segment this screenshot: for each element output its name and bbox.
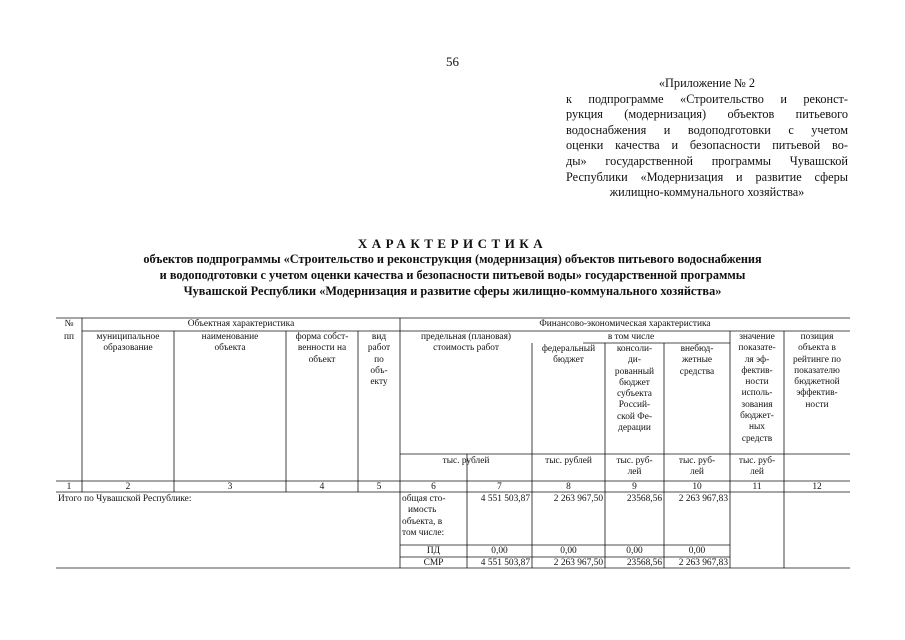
header-federal (532, 344, 605, 367)
column-number: 11 (752, 482, 762, 492)
header-text: бюджетной (794, 377, 840, 388)
header-municipality (82, 332, 174, 355)
column-number: 5 (376, 482, 382, 492)
header-text: муниципальное (96, 332, 160, 342)
header-text: средства (679, 366, 715, 377)
header-efficiency (730, 332, 784, 445)
column-number: 1 (66, 482, 72, 492)
table-cell: 4 551 503,87 (480, 494, 530, 504)
header-text: показателю (794, 365, 840, 376)
table-cell: 2 263 967,50 (553, 558, 603, 568)
header-text: значение (739, 332, 775, 342)
row-label-text: объекта, в (402, 516, 443, 527)
row-label-text: том числе: (402, 527, 445, 538)
page-number: 56 (446, 54, 459, 69)
header-consolidated (605, 344, 664, 434)
header-text: эффектив- (796, 388, 838, 399)
unit-text: тыс. руб- (738, 456, 776, 466)
header-text: ской Фе- (617, 411, 652, 422)
header-text: зования (741, 399, 773, 410)
header-text: работ (367, 343, 391, 354)
unit-text: тыс. руб- (678, 456, 716, 466)
unit-label (730, 456, 784, 479)
header-text: объекта (214, 343, 246, 354)
header-object-group: Объектная характеристика (187, 319, 295, 329)
header-planned-cost (400, 332, 532, 355)
appendix-line: к подпрограмме «Строительство и реконст- (566, 91, 848, 106)
row-label-smr: СМР (423, 558, 444, 568)
unit-label (664, 456, 730, 479)
table-cell: 0,00 (560, 546, 577, 556)
appendix-title: «Приложение № 2 (658, 76, 756, 90)
document-subtitle: и водоподготовки с учетом оценки качества и безопасности питьевой воды» государственной программы (159, 268, 746, 282)
appendix-line: водоснабжения и водоподготовки с учетом (566, 122, 848, 137)
document-subtitle: Чувашской Республики «Модернизация и развитие сферы жилищно-коммунального хозяйства» (183, 284, 722, 298)
unit-label (605, 456, 664, 479)
appendix-line: оценки качества и безопасности питьевой во- (566, 138, 848, 153)
header-object-name (174, 332, 286, 355)
header-text: бюджет (619, 377, 650, 388)
column-number: 10 (692, 482, 702, 492)
table-cell: 4 551 503,87 (480, 558, 530, 568)
document-subtitle: объектов подпрограммы «Строительство и реконструкция (модернизация) объектов питьевого водоснабжения (143, 252, 762, 266)
header-text: бюджет (553, 355, 584, 366)
header-text: объект (308, 354, 336, 365)
column-number: 9 (632, 482, 637, 492)
header-text: жетные (681, 355, 713, 366)
header-text: рейтинге по (793, 354, 841, 365)
header-text: федеральный (541, 344, 596, 354)
row-label-total-cost (402, 494, 466, 539)
header-text: рованный (614, 366, 655, 377)
header-work-type (358, 332, 400, 388)
appendix-line: жилищно-коммунального хозяйства» (609, 185, 805, 200)
header-text: Россий- (618, 400, 651, 411)
header-text: по (374, 354, 384, 365)
column-number: 8 (566, 482, 571, 492)
header-text: консоли- (616, 344, 653, 354)
header-text: наименование (201, 332, 259, 342)
table-cell: 23568,56 (626, 558, 662, 568)
header-text: ля эф- (744, 354, 770, 365)
header-text: ди- (628, 355, 641, 366)
column-number: 7 (497, 482, 502, 492)
header-text: субъекта (617, 389, 652, 400)
header-number-sign: № (64, 319, 74, 329)
header-extrabudget (664, 344, 730, 378)
header-text: ных (748, 422, 765, 433)
column-number: 2 (125, 482, 131, 492)
column-number: 3 (227, 482, 233, 492)
header-text: вид (371, 332, 387, 342)
header-text: ности (745, 377, 769, 388)
header-ownership (286, 332, 358, 366)
header-text: стоимость работ (433, 343, 499, 354)
table-cell: 0,00 (688, 546, 706, 556)
table-cell: 0,00 (491, 546, 508, 556)
header-text: исполь- (741, 388, 773, 399)
header-text: объекта в (798, 343, 836, 354)
unit-text: лей (690, 467, 704, 478)
row-label-text: общая сто- (402, 494, 446, 504)
table-cell: 23568,56 (626, 494, 662, 504)
header-text: форма собст- (295, 332, 349, 342)
header-text: внебюд- (680, 344, 714, 354)
row-label-pd: ПД (426, 546, 441, 556)
table-cell: 2 263 967,83 (678, 494, 728, 504)
appendix-line: Республики «Модернизация и развитие сферы (566, 169, 848, 184)
header-text: фектив- (741, 365, 773, 376)
header-text: образование (103, 343, 153, 354)
header-including: в том числе (607, 332, 655, 342)
header-text: показате- (738, 343, 776, 354)
header-text: ности (805, 399, 829, 410)
header-text: екту (370, 377, 388, 388)
header-text: средств (741, 433, 773, 444)
table-cell: 0,00 (626, 546, 643, 556)
appendix-line: рукция (модернизация) объектов питьевого (566, 107, 848, 122)
table-cell: 2 263 967,50 (553, 494, 603, 504)
total-label: Итого по Чувашской Республике: (58, 494, 192, 504)
column-number: 6 (431, 482, 436, 492)
header-pp: пп (63, 332, 75, 342)
header-text: венности на (297, 343, 347, 354)
column-number: 12 (812, 482, 822, 492)
header-finance-group: Финансово-экономическая характеристика (539, 319, 711, 329)
unit-text: тыс. руб- (616, 456, 653, 466)
table-cell: 2 263 967,83 (678, 558, 728, 568)
unit-label: тыс. рублей (442, 456, 490, 466)
appendix-line: ды» государственной программы Чувашской (566, 153, 848, 168)
header-text: бюджет- (740, 411, 774, 422)
document-title: ХАРАКТЕРИСТИКА (357, 236, 548, 251)
unit-text: лей (627, 467, 642, 478)
header-text: объ- (370, 365, 388, 376)
header-text: предельная (плановая) (420, 332, 512, 342)
header-text: позиция (800, 332, 834, 342)
unit-label: тыс. рублей (545, 456, 592, 466)
unit-text: лей (750, 467, 764, 478)
column-number: 4 (319, 482, 325, 492)
header-rating (784, 332, 850, 411)
row-label-text: имость (408, 505, 437, 516)
header-text: дерации (618, 423, 651, 434)
